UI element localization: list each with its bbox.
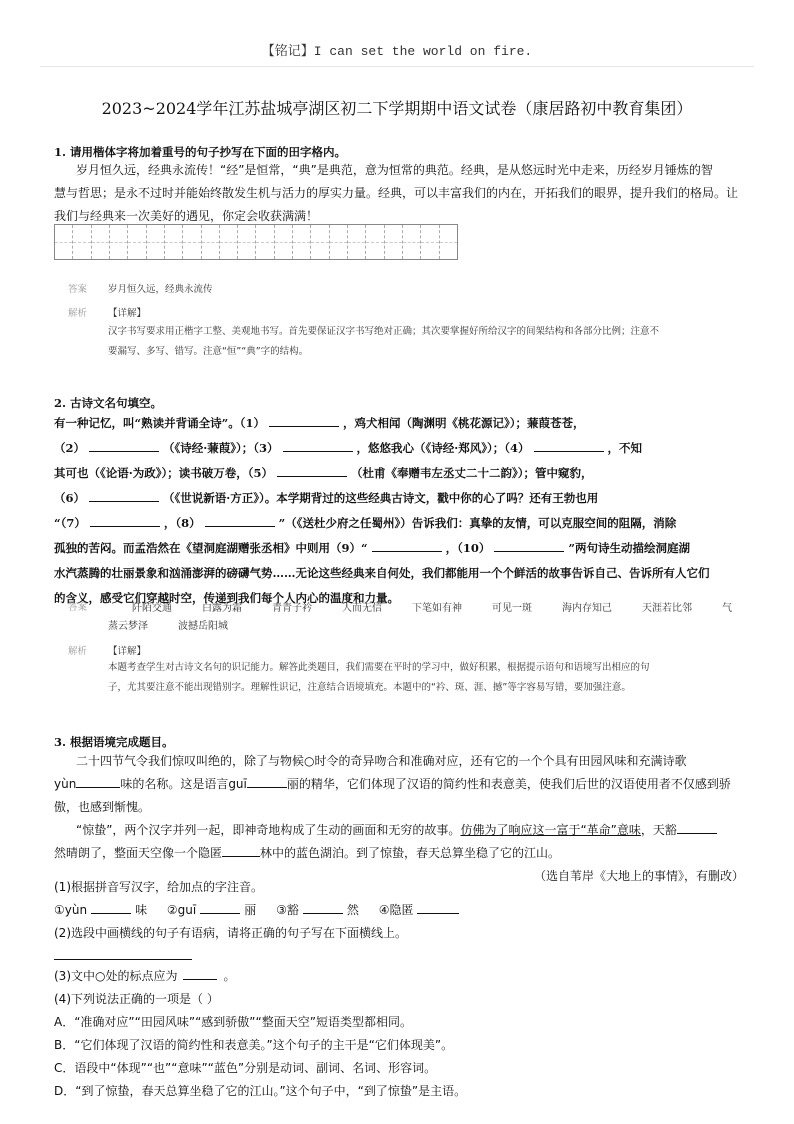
q3-text: 然晴朗了，整面天空像一个隐匿 (54, 846, 223, 860)
answer-blank[interactable] (200, 901, 240, 914)
answer-item: 海内存知己 (562, 603, 612, 614)
q1-passage (54, 159, 744, 228)
answer-item: 可见一斑 (492, 603, 532, 614)
q1-line: 岁月恒久远，经典永流传！“经”是恒常，“典”是典范，意为恒常的典范。经典，是从悠远时光中走来，历经岁月锤炼的智 (76, 163, 713, 177)
blank-3[interactable] (283, 439, 353, 452)
pinyin-item: 然 (346, 903, 359, 917)
answer-blank[interactable] (417, 901, 459, 914)
blank-yun[interactable] (76, 775, 120, 788)
q3-text: yùn (54, 777, 77, 791)
grid-cell[interactable] (55, 225, 73, 259)
blank-8[interactable] (205, 514, 275, 527)
correction-line[interactable] (54, 947, 192, 960)
q2-text: ，不知 (607, 441, 643, 455)
q1-analysis-label: 解析 (68, 308, 88, 319)
q2-text: ，鸡犬相闻（陶渊明《桃花源记》）；蒹葭苍苍， (342, 416, 585, 430)
blank-ni[interactable] (222, 844, 260, 857)
q1-analysis (108, 322, 748, 362)
grid-cell[interactable] (366, 225, 384, 259)
q2-text: 有一种记忆，叫“熟读并背诵全诗”。（1） (54, 416, 265, 430)
q2-text: ，（8） (163, 516, 201, 530)
q1-answer-label: 答案 (68, 284, 88, 295)
q3-sub2: (2)选段中画横线的句子有语病，请将正确的句子写在下面横线上。 (54, 926, 408, 940)
underlined-sentence: 仿佛为了响应这一富于“革命”意味 (460, 823, 641, 837)
answer-blank[interactable] (303, 901, 343, 914)
q3-subquestions (54, 876, 744, 1103)
grid-cell[interactable] (275, 225, 293, 259)
grid-cell[interactable] (440, 225, 457, 259)
grid-cell[interactable] (165, 225, 183, 259)
grid-cell[interactable] (421, 225, 439, 259)
grid-cell[interactable] (238, 225, 256, 259)
q3-sub4: (4)下列说法正确的一项是（ ） (54, 992, 219, 1006)
grid-cell[interactable] (293, 225, 311, 259)
pinyin-item: ③豁 (276, 903, 299, 917)
q3-text: 林中的蓝色湖泊。到了惊蛰，春天总算坐稳了它的江山。 (260, 846, 561, 860)
answer-item: 天涯若比邻 (642, 603, 692, 614)
option-b[interactable]: B．“它们体现了汉语的简约性和表意美。”这个句子的主干是“它们体现美”。 (54, 1038, 454, 1052)
q1-heading: 1. 请用楷体字将加着重号的句子抄写在下面的田字格内。 (54, 145, 347, 159)
blank-6[interactable] (89, 489, 159, 502)
option-a[interactable]: A．“准确对应”“田园风味”“感到骄傲”“整面天空”短语类型都相同。 (54, 1015, 412, 1029)
q2-analysis (108, 658, 748, 698)
option-c[interactable]: C．语段中“体现”“也”“意味”“蓝色”分别是动词、副词、名词、形容词。 (54, 1061, 437, 1075)
grid-cell[interactable] (128, 225, 146, 259)
source-citation: （选自苇岸《大地上的事情》，有删改） (533, 869, 744, 883)
q1-answer: 岁月恒久远，经典永流传 (108, 284, 213, 295)
grid-cell[interactable] (92, 225, 110, 259)
punct-blank[interactable] (183, 967, 217, 980)
q2-text: （《世说新语·方正》）。本学期背过的这些经典古诗文，戳中你的心了吗？还有王勃也用 (163, 491, 599, 505)
pinyin-item: 丽 (244, 903, 257, 917)
q3-text: “惊蛰”，两个汉字并列一起，即神奇地构成了生动的画面和无穷的故事。 (76, 823, 461, 837)
q2-passage (54, 411, 744, 611)
grid-cell[interactable] (311, 225, 329, 259)
blank-4[interactable] (534, 439, 604, 452)
grid-cell[interactable] (73, 225, 91, 259)
q3-text: ，天豁 (640, 823, 677, 837)
blank-7[interactable] (90, 514, 160, 527)
q2-text: 水汽蒸腾的壮丽景象和汹涌澎湃的磅礴气势……无论这些经典来自何处，我们都能用一个个鲜活的故事告诉自己、告诉所有人它们 (54, 566, 710, 580)
pinyin-item: ①yùn (54, 903, 88, 917)
q2-text: ，悠悠我心（《诗经·郑风》）；（4） (356, 441, 530, 455)
analysis-line: 子，尤其要注意不能出现错别字。理解性识记，注意结合语境填充。本题中的“衿、斑、涯、撼”等字容易写错，要加强注意。 (108, 682, 631, 693)
pinyin-item: ④隐匿 (378, 903, 414, 917)
answer-blank[interactable] (91, 901, 131, 914)
q3-text: 味的名称。这是语言guī (120, 777, 247, 791)
answer-item: 白露为霜 (202, 603, 242, 614)
q2-text: （2） (54, 441, 86, 455)
q2-text: （杜甫《奉赠韦左丞丈二十二韵》）；管中窥豹， (351, 466, 593, 480)
q1-line: 我们与经典来一次美好的遇见，你定会收获满满！ (54, 209, 319, 223)
blank-1[interactable] (269, 414, 339, 427)
grid-cell[interactable] (256, 225, 274, 259)
q3-passage (54, 750, 744, 888)
grid-cell[interactable] (348, 225, 366, 259)
q2-text: 孤独的苦闷。而孟浩然在《望洞庭湖赠张丞相》中则用（9）“ (54, 541, 368, 555)
q3-text: 傲，也感到惭愧。 (54, 800, 151, 814)
q3-sub1: (1)根据拼音写汉字，给加点的字注音。 (54, 880, 263, 894)
q1-line: 慧与哲思；是永不过时并能始终散发生机与活力的厚实力量。经典，可以丰富我们的内在，开拓我们的眼界，提升我们的格局。让 (54, 186, 739, 200)
q1-analysis-tag: 【详解】 (108, 308, 147, 319)
blank-huo[interactable] (677, 821, 717, 834)
q2-text: （6） (54, 491, 86, 505)
q2-text: ”两句诗生动描绘洞庭湖 (568, 541, 691, 555)
q2-text: 的含义，感受它们穿越时空，传递到我们每个人内心的温度和力量。 (54, 591, 399, 605)
grid-cell[interactable] (385, 225, 403, 259)
grid-cell[interactable] (202, 225, 220, 259)
q2-text: ”（《送杜少府之任蜀州》）告诉我们：真挚的友情，可以克服空间的阻隔，消除 (278, 516, 677, 530)
q3-text: 二十四节气令我们惊叹叫绝的，除了与物候○时令的奇异吻合和准确对应，还有它的一个个具有田园风味和充满诗歌 (76, 754, 687, 768)
grid-cell[interactable] (183, 225, 201, 259)
q2-text: ，（10） (445, 541, 491, 555)
answer-item: 人而无信 (342, 603, 382, 614)
tianzige-grid[interactable] (54, 224, 458, 260)
pinyin-item: ②guī (166, 903, 197, 917)
q2-text: “（7） (54, 516, 86, 530)
grid-cell[interactable] (403, 225, 421, 259)
answer-item: 波撼岳阳城 (178, 621, 228, 632)
grid-cell[interactable] (330, 225, 348, 259)
q2-analysis-label: 解析 (68, 646, 88, 657)
pinyin-item: 味 (135, 903, 148, 917)
answer-item: 阡陌交通 (132, 603, 172, 614)
option-d[interactable]: D．“到了惊蛰，春天总算坐稳了它的江山。”这个句子中，“到了惊蛰”是主语。 (54, 1084, 467, 1098)
blank-9[interactable] (372, 539, 442, 552)
q2-answers-cont (108, 617, 258, 632)
blank-gui[interactable] (247, 775, 287, 788)
q3-sub3: (3)文中○处的标点应为 (54, 969, 178, 983)
q2-heading: 2. 古诗文名句填空。 (54, 396, 163, 410)
answer-item: 气 (722, 603, 732, 614)
page-header-motto: 【铭记】I can set the world on fire. (261, 44, 533, 59)
analysis-line: 要漏写、多写、错写。注意“恒”“典”字的结构。 (108, 346, 309, 357)
q2-answer-label: 答案 (68, 602, 88, 613)
answer-item: 蒸云梦泽 (108, 621, 148, 632)
q3-heading: 3. 根据语境完成题目。 (54, 735, 174, 749)
analysis-line: 本题考查学生对古诗文名句的识记能力。解答此类题目，我们需要在平时的学习中，做好积累，根据提示语句和语境写出相应的句 (108, 662, 650, 673)
q2-text: （《诗经·蒹葭》）；（3） (163, 441, 279, 455)
grid-cell[interactable] (110, 225, 128, 259)
q2-analysis-tag: 【详解】 (108, 646, 147, 657)
grid-cell[interactable] (147, 225, 165, 259)
q2-answers (132, 599, 752, 614)
exam-title: 2023~2024学年江苏盐城亭湖区初二下学期期中语文试卷（康居路初中教育集团） (101, 99, 693, 118)
blank-10[interactable] (494, 539, 564, 552)
q3-text: 丽的精华，它们体现了汉语的简约性和表意美，使我们后世的汉语使用者不仅感到骄 (286, 777, 731, 791)
answer-item: 下笔如有神 (412, 603, 462, 614)
header-divider (40, 66, 754, 67)
grid-cell[interactable] (220, 225, 238, 259)
blank-2[interactable] (89, 439, 159, 452)
blank-5[interactable] (277, 464, 347, 477)
analysis-line: 汉字书写要求用正楷字工整、美观地书写。首先要保证汉字书写绝对正确；其次要掌握好所给汉字的间架结构和各部分比例；注意不 (108, 326, 660, 337)
q2-text: 其可也（《论语·为政》）；读书破万卷，（5） (54, 466, 274, 480)
q3-text: 。 (223, 969, 236, 983)
answer-item: 青青子衿 (272, 603, 312, 614)
